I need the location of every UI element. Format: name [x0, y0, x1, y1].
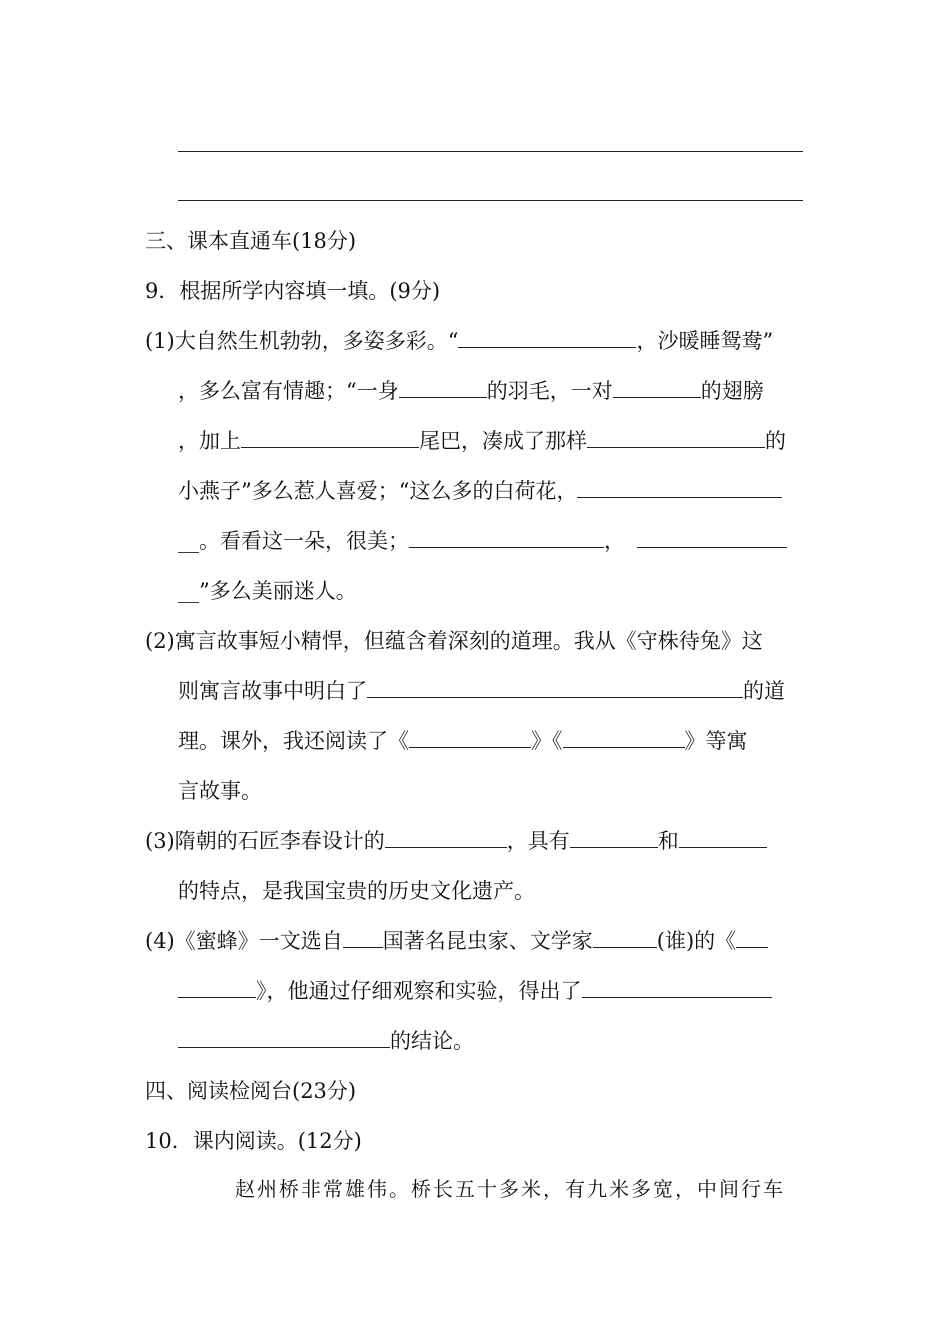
q9-p3-text: ，具有 [506, 829, 570, 853]
q9-part4-line2 [178, 977, 772, 1005]
fill-blank[interactable] [343, 927, 383, 948]
fill-blank[interactable] [178, 1027, 390, 1048]
fill-blank[interactable] [385, 827, 507, 848]
q9-p2-text: 》《 [531, 729, 563, 753]
q9-part1-line3 [178, 427, 786, 455]
fill-blank[interactable] [367, 677, 743, 698]
fill-blank[interactable] [637, 527, 787, 548]
q9-part1-line1 [145, 327, 773, 355]
q9-part2-line2 [178, 677, 785, 705]
q9-part4-line3 [178, 1027, 474, 1055]
q9-p3-text: (3)隋朝的石匠李春设计的 [145, 829, 385, 853]
q9-p3-text: 和 [657, 829, 679, 853]
fill-blank[interactable] [582, 977, 772, 998]
q9-p1-text: 的 [765, 429, 786, 453]
fill-blank[interactable] [736, 927, 768, 948]
question-9-title: 9．根据所学内容填一填。(9分) [145, 279, 441, 303]
reading-passage: 赵州桥非常雄伟。桥长五十多米，有九米多宽，中间行车 [235, 1177, 785, 1201]
fill-blank[interactable] [409, 527, 604, 548]
q9-p1-text: __。看看这一朵，很美； [178, 529, 409, 553]
q9-p4-text: 》，他通过仔细观察和实验，得出了 [256, 979, 582, 1003]
q9-p1-text: 的翅膀 [700, 379, 764, 403]
fill-blank[interactable] [587, 427, 765, 448]
q9-p2-text: 的道 [743, 679, 785, 703]
q9-p4-text: 国著名昆虫家、文学家 [382, 929, 593, 953]
q9-p2-text: 则寓言故事中明白了 [178, 679, 367, 703]
q9-part2-line3 [178, 727, 748, 755]
q9-p2-text: 》等寓 [684, 729, 748, 753]
q9-p4-text: 的结论。 [390, 1029, 474, 1053]
fill-blank[interactable] [399, 377, 487, 398]
q9-part1-line2 [178, 377, 764, 405]
q9-p1-text: (1)大自然生机勃勃，多姿多彩。“ [145, 329, 459, 353]
fill-blank[interactable] [577, 477, 782, 498]
q9-p1-text: 小燕子”多么惹人喜爱；“这么多的白荷花， [178, 479, 578, 503]
q9-p1-text: 的羽毛，一对 [486, 379, 613, 403]
fill-blank[interactable] [241, 427, 419, 448]
q9-p1-text: 尾巴，凑成了那样 [419, 429, 587, 453]
fill-blank[interactable] [563, 727, 685, 748]
fill-blank[interactable] [679, 827, 767, 848]
fill-blank[interactable] [458, 327, 636, 348]
q9-p4-text: (4)《蜜蜂》一文选自 [145, 929, 343, 953]
q9-part2-line4: 言故事。 [178, 779, 262, 803]
fill-blank[interactable] [409, 727, 531, 748]
q9-part1-line4 [178, 477, 782, 505]
question-10-title: 10．课内阅读。(12分) [145, 1129, 362, 1153]
fill-blank[interactable] [593, 927, 657, 948]
q9-part1-line5 [178, 527, 787, 555]
q9-part1-line6: __”多么美丽迷人。 [178, 579, 357, 603]
q9-p1-text: ， [604, 529, 625, 553]
q9-part3-line1 [145, 827, 767, 855]
answer-line-2[interactable] [178, 200, 803, 201]
fill-blank[interactable] [613, 377, 701, 398]
answer-line-1[interactable] [178, 151, 803, 152]
q9-p1-text: ，多么富有情趣；“一身 [178, 379, 399, 403]
q9-p1-text: ，加上 [178, 429, 241, 453]
section-heading-4: 四、阅读检阅台(23分) [145, 1079, 357, 1103]
fill-blank[interactable] [570, 827, 658, 848]
q9-p4-text: (谁)的《 [656, 929, 737, 953]
section-heading-3: 三、课本直通车(18分) [145, 229, 357, 253]
fill-blank[interactable] [178, 977, 256, 998]
q9-p1-text: ，沙暖睡鸳鸯” [636, 329, 774, 353]
q9-part3-line2: 的特点，是我国宝贵的历史文化遗产。 [178, 879, 535, 903]
q9-part4-line1 [145, 927, 768, 955]
q9-part2-line1: (2)寓言故事短小精悍，但蕴含着深刻的道理。我从《守株待兔》这 [145, 629, 763, 653]
q9-p2-text: 理。课外，我还阅读了《 [178, 729, 409, 753]
